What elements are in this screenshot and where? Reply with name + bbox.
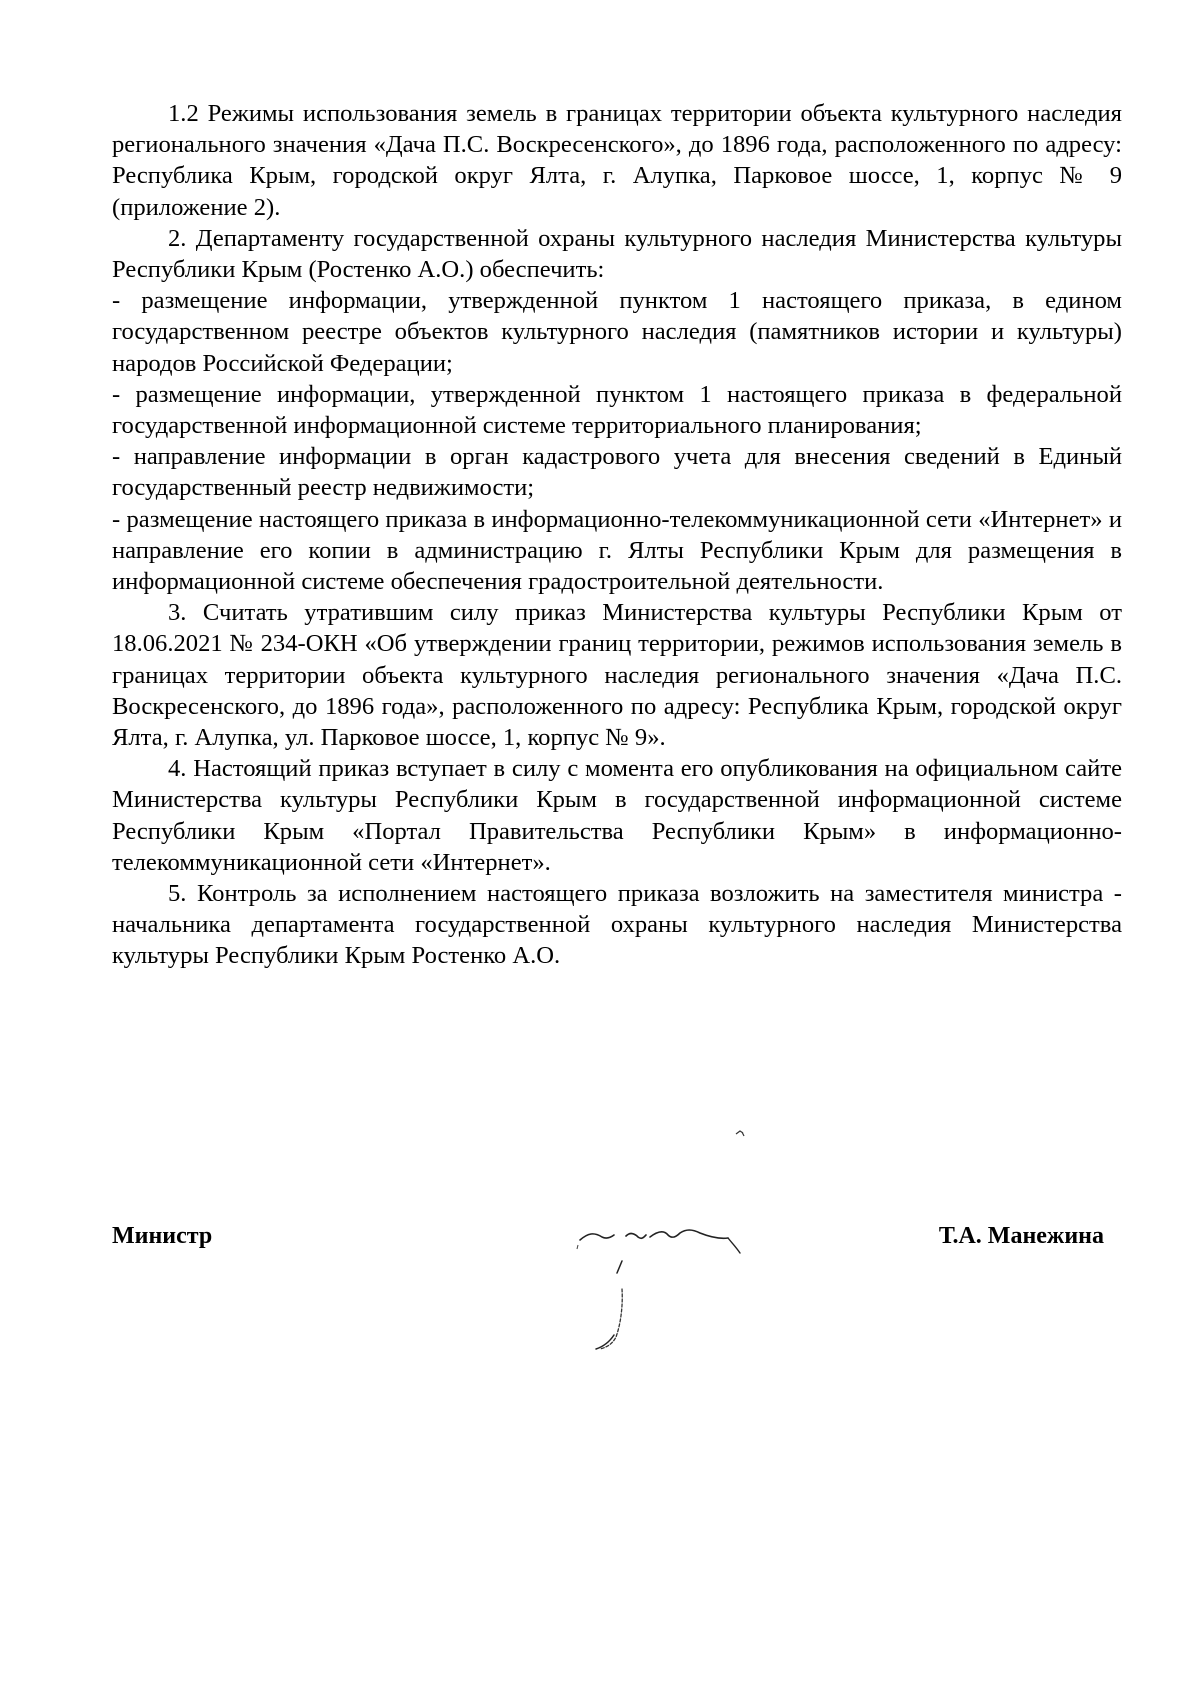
paragraph-2: 2. Департаменту государственной охраны культурного наследия Министерства культуры Республики Крым (Ростенко А.О.) обеспечить: (112, 224, 1122, 284)
paragraph-4: 4. Настоящий приказ вступает в силу с момента его опубликования на официальном сайте Министерства культуры Республики Крым в государственной информационной системе Республики Крым «Портал Правительства Республики Крым» в информационно-телекоммуникационной сети «Интернет». (112, 755, 1122, 876)
list-item: - размещение информации, утвержденной пунктом 1 настоящего приказа, в едином государственном реестре объектов культурного наследия (памятников истории и культуры) народов Российской Федерации; (112, 287, 1122, 377)
paragraph-5: 5. Контроль за исполнением настоящего приказа возложить на заместителя министра - начальника департамента государственной охраны культурного наследия Министерства культуры Республики Крым Ростенко А.О. (112, 880, 1122, 970)
list-item: - размещение информации, утвержденной пунктом 1 настоящего приказа в федеральной государственной информационной системе территориального планирования; (112, 380, 1122, 440)
scan-speck (734, 1128, 748, 1138)
paragraph-3: 3. Считать утратившим силу приказ Министерства культуры Республики Крым от 18.06.2021 № 234-ОКН «Об утверждении границ территории, режимов использования земель в границах территории объекта культурного наследия регионального значения «Дача П.С. Воскресенского, до 1896 года», расположенного по адресу: Республика Крым, городской округ Ялта, г. Алупка, ул. Парковое шоссе, 1, корпус № 9». (112, 599, 1122, 752)
signatory-name: Т.А. Манежина (938, 1223, 1104, 1249)
document-body (112, 98, 1122, 972)
signatory-title: Министр (112, 1223, 213, 1249)
list-item: - размещение настоящего приказа в информационно-телекоммуникационной сети «Интернет» и направление его копии в администрацию г. Ялты Республики Крым для размещения в информационной системе обеспечения градостроительной деятельности. (112, 505, 1122, 596)
list-item: - направление информации в орган кадастрового учета для внесения сведений в Единый государственный реестр недвижимости; (112, 443, 1122, 502)
paragraph-1-2: 1.2 Режимы использования земель в границах территории объекта культурного наследия регионального значения «Дача П.С. Воскресенского», до 1896 года, расположенного по адресу: Республика Крым, городской округ Ялта, г. Алупка, Парковое шоссе, 1, корпус № 9 (приложение 2). (112, 100, 1122, 221)
handwritten-signature (570, 1215, 750, 1365)
